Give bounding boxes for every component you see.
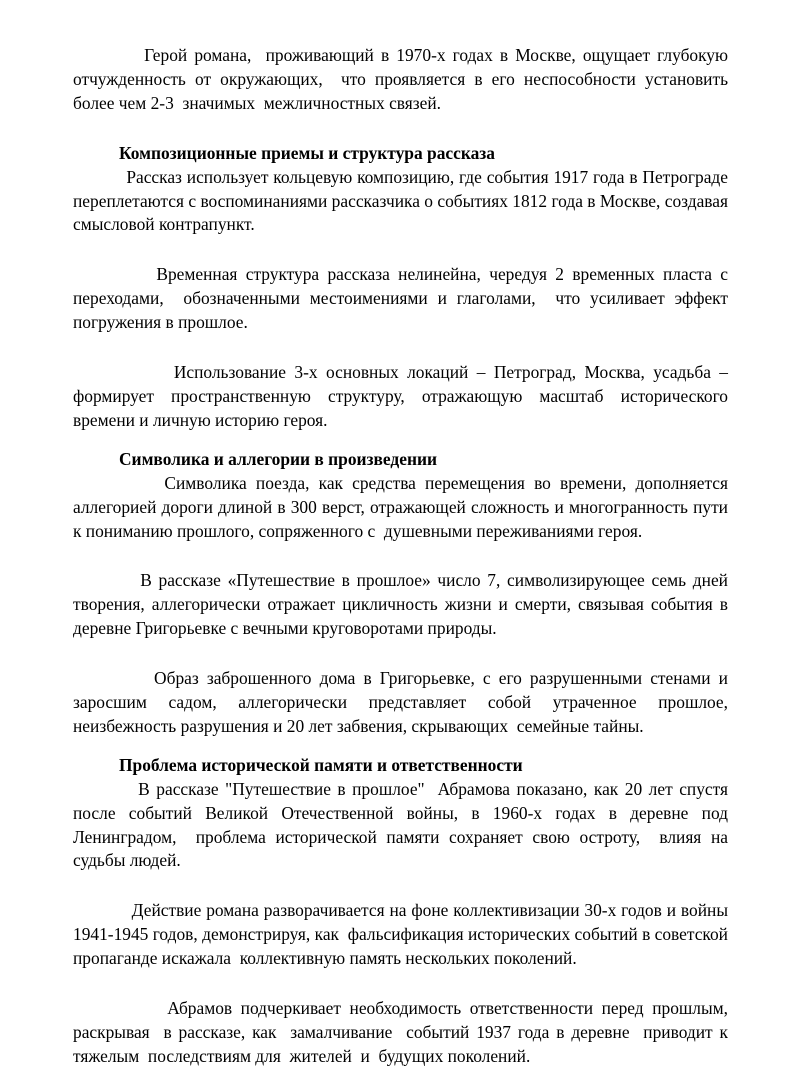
spacer bbox=[73, 237, 728, 263]
spacer bbox=[73, 739, 728, 754]
paragraph-2: Рассказ использует кольцевую композицию, где события 1917 года в Петрограде переплетаются с воспоминаниями рассказчика о событиях 1812 года в Москве, создавая смысловой контрапункт. bbox=[73, 166, 733, 235]
section-heading-memory: Проблема исторической памяти и ответственности bbox=[119, 754, 523, 775]
spacer bbox=[73, 543, 728, 569]
spacer bbox=[73, 641, 728, 667]
paragraph-7: Образ заброшенного дома в Григорьевке, с его разрушенными стенами и заросшим садом, аллегорически представляет собой утраченное прошлое, неизбежность разрушения и 20 лет забвения, скрывающих семейные тайны. bbox=[73, 668, 733, 736]
paragraph-5: Символика поезда, как средства перемещения во времени, дополняется аллегорией дороги длиной в 300 верст, отражающей сложность и многогранность пути к пониманию прошлого, сопряженного с душевными переживаниями героя. bbox=[73, 472, 733, 541]
paragraph-9: Действие романа разворачивается на фоне коллективизации 30-х годов и войны 1941-1945 годов, демонстрируя, как фальсификация исторических событий в советской пропаганде искажала коллективную память нескольких поколений. bbox=[73, 900, 733, 969]
paragraph-1: Герой романа, проживающий в 1970-х годах в Москве, ощущает глубокую отчужденность от окружающих, что проявляется в его неспособности установить более чем 2-3 значимых межличностных связей. bbox=[73, 45, 733, 113]
section-heading-composition: Композиционные приемы и структура рассказа bbox=[119, 142, 495, 163]
section-heading-symbolism: Символика и аллегории в произведении bbox=[119, 448, 437, 469]
paragraph-8: В рассказе "Путешествие в прошлое" Абрамова показано, как 20 лет спустя после событий Великой Отечественной войны, в 1960-х годах в деревне под Ленинградом, проблема исторической памяти сохраняет свою остроту, влияя на судьбы людей. bbox=[73, 778, 733, 871]
spacer bbox=[73, 971, 728, 997]
paragraph-6: В рассказе «Путешествие в прошлое» число 7, символизирующее семь дней творения, аллегорически отражает цикличность жизни и смерти, связывая события в деревне Григорьевке с вечными круговоротами природы. bbox=[73, 570, 733, 639]
paragraph-10: Абрамов подчеркивает необходимость ответственности перед прошлым, раскрывая в рассказе, как замалчивание событий 1937 года в деревне приводит к тяжелым последствиям для жителей и будущих поколений. bbox=[73, 998, 733, 1066]
spacer bbox=[73, 433, 728, 448]
spacer bbox=[73, 116, 728, 142]
paragraph-3: Временная структура рассказа нелинейна, чередуя 2 временных пласта с переходами, обозначенными местоимениями и глаголами, что усиливает эффект погружения в прошлое. bbox=[73, 264, 733, 333]
spacer bbox=[73, 335, 728, 361]
spacer bbox=[73, 873, 728, 899]
paragraph-4: Использование 3-х основных локаций – Петроград, Москва, усадьба – формирует пространственную структуру, отражающую масштаб исторического времени и личную историю героя. bbox=[73, 362, 733, 430]
